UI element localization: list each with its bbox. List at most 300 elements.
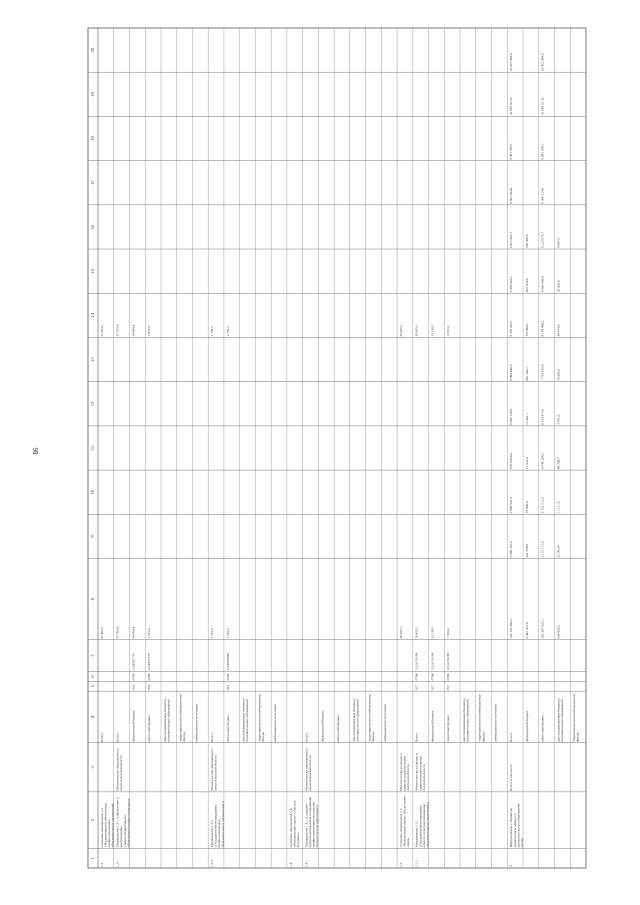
table-cell-9 xyxy=(509,541,514,557)
table-cell-4 xyxy=(116,733,120,742)
table-cell-7 xyxy=(147,653,151,671)
table-cell-5 xyxy=(430,685,434,690)
table-cell-line: науки Амурской области xyxy=(213,755,218,791)
table-cell-line: территориальные внебюджетные xyxy=(367,694,372,742)
table-cell-line: федеральный бюджет xyxy=(430,710,435,742)
table-cell-line: 5 946 762,5 xyxy=(509,541,514,558)
table-cell-line: 2 462 501,9 xyxy=(524,622,529,639)
table-cell-2 xyxy=(100,802,116,847)
table-cell-line: «Государственная поддержка xyxy=(418,805,423,848)
table-cell-4 xyxy=(352,698,360,742)
table-row xyxy=(525,28,539,868)
table-cell-line: Министерство образования и xyxy=(210,748,215,791)
table-cell-8 xyxy=(226,628,231,638)
table-cell-4 xyxy=(147,714,151,741)
table-cell-line: 1 729,3 xyxy=(225,326,230,337)
table-cell-12 xyxy=(525,413,530,425)
table-cell-1 xyxy=(289,862,293,867)
table-cell-4 xyxy=(305,733,309,742)
header-cell-12: 12 xyxy=(90,401,96,407)
table-cell-line: 13 401,1 xyxy=(524,413,529,425)
table-cell-line: Всего xyxy=(304,733,309,742)
table-cell-line: 1 729,3 xyxy=(225,628,230,639)
table-cell-line: 9 365 204,8 xyxy=(509,187,514,204)
table-row xyxy=(305,28,320,868)
table-cell-11 xyxy=(541,453,546,469)
table-cell-12 xyxy=(541,408,546,424)
table-row xyxy=(131,28,145,868)
table-cell-line: 32 962,8 xyxy=(556,545,561,558)
table-cell-line: 5 131 171,8 xyxy=(540,541,545,558)
table-cell-line: федеральный бюджет xyxy=(131,710,136,742)
table-cell-line: 121E651770 xyxy=(147,653,152,671)
table-row xyxy=(163,28,177,868)
table-cell-5 xyxy=(226,685,230,690)
table-cell-10 xyxy=(556,501,561,513)
table-cell-4 xyxy=(525,710,529,742)
table-cell-4 xyxy=(100,733,104,742)
table-row xyxy=(210,28,225,868)
table-cell-line: фонды xyxy=(575,732,580,742)
header-cell-9: 9 xyxy=(90,535,96,538)
table-cell-line: 57 493,1 xyxy=(99,626,104,639)
table-cell-4 xyxy=(430,710,434,742)
table-cell-4 xyxy=(509,733,513,742)
table-cell-2 xyxy=(509,803,524,847)
header-cell-2: 2 xyxy=(90,818,96,822)
table-cell-1 xyxy=(415,859,419,867)
table-row xyxy=(446,28,460,868)
table-cell-line: 9 412 862,7 xyxy=(509,231,514,249)
table-cell-line: 1.3.1. xyxy=(115,859,120,867)
table-cell-line: 914 xyxy=(225,685,230,691)
table-cell-line: муниципальных образований xyxy=(245,699,250,742)
table-cell-4 xyxy=(179,694,187,742)
table-cell-1 xyxy=(509,864,513,867)
table-row xyxy=(320,28,334,868)
table-cell-line: фонды xyxy=(371,732,376,742)
table-cell-line: 6 889 738,8 xyxy=(509,408,514,425)
table-cell-3 xyxy=(415,753,426,791)
table-cell-15 xyxy=(541,276,546,292)
table-cell-line: Министерство образования и xyxy=(304,748,309,791)
table-cell-line: 9 385 453,2 xyxy=(509,276,514,293)
header-cell-3: 3 xyxy=(90,766,96,769)
table-cell-4 xyxy=(462,698,470,742)
table-cell-9 xyxy=(541,541,546,557)
table-cell-line: 60 708,7 xyxy=(556,457,561,470)
table-cell-14 xyxy=(100,324,105,336)
table-cell-line: национальной политики xyxy=(402,755,407,791)
table-cell-line: консолидированные бюджеты xyxy=(241,698,246,742)
table-cell-12 xyxy=(509,408,514,424)
table-cell-line: территориальные внебюджетные xyxy=(572,694,577,742)
table-cell-line: 9 687,5 xyxy=(556,237,561,249)
table-cell-14 xyxy=(509,320,514,336)
table-cell-3 xyxy=(509,764,514,791)
table-cell-14 xyxy=(525,323,530,337)
table-cell-line: Основное мероприятие 1.5 xyxy=(398,808,403,848)
header-cell-8: 8 xyxy=(90,597,96,601)
table-cell-line: 1.5.1. xyxy=(414,859,419,867)
table-cell-20 xyxy=(509,53,514,71)
table-cell-14 xyxy=(430,324,435,336)
table-cell-14 xyxy=(210,326,215,336)
table-cell-line: 57 493,1 xyxy=(99,324,104,337)
table-cell-line: «Федеральный проект «Культурная xyxy=(402,796,407,848)
table-cell-line: 54 090,4 xyxy=(131,324,136,337)
table-cell-line: муниципальных образований xyxy=(355,699,360,742)
table-cell-line: 48 474,6 xyxy=(556,324,561,337)
table-cell-15 xyxy=(556,280,561,292)
table-cell-line: 55 763,8 xyxy=(115,324,120,337)
table-cell-line: 0704 xyxy=(430,673,435,681)
table-cell-line: Министерство культуры и xyxy=(398,753,403,791)
table-cell-line: 914 xyxy=(131,685,136,691)
table-cell-line: 917 xyxy=(430,685,435,691)
table-cell-8 xyxy=(446,628,451,638)
table-cell-9 xyxy=(556,545,561,557)
table-cell-line: 10 472 690,0 xyxy=(540,53,545,72)
table-cell-line: консолидированные бюджеты xyxy=(351,698,356,742)
table-cell-line: фонды xyxy=(260,732,265,742)
table-cell-1 xyxy=(100,862,104,867)
table-cell-6 xyxy=(226,673,230,680)
table-cell-4 xyxy=(556,698,564,742)
table-row xyxy=(116,28,131,868)
table-cell-line: Министерство образования и xyxy=(115,748,120,791)
table-cell-line: 10 188 327,0 xyxy=(540,97,545,116)
table-cell-line: областной бюджет xyxy=(225,714,230,742)
table-cell-15 xyxy=(525,278,530,292)
table-cell-8 xyxy=(509,619,514,639)
table-cell-10 xyxy=(525,501,530,513)
table-row xyxy=(257,28,271,868)
table-cell-2 xyxy=(305,796,320,847)
table-cell-5 xyxy=(131,685,135,690)
table-cell-line: Министерство культуры и xyxy=(414,753,419,791)
table-cell-line: 0704 xyxy=(147,673,152,681)
table-cell-16 xyxy=(509,232,514,248)
table-cell-line: Всего xyxy=(414,733,419,742)
table-cell-14 xyxy=(226,326,231,336)
table-cell-4 xyxy=(194,704,198,742)
table-cell-line: 6 810 475,5 xyxy=(540,408,545,425)
table-cell-line: Подпрограмма 2 «Развитие xyxy=(509,807,514,848)
table-cell-line: 54 285,3 xyxy=(556,368,561,381)
table-cell-line: дошкольного, общего и xyxy=(512,813,517,848)
table-row xyxy=(242,28,256,868)
table-cell-4 xyxy=(415,733,419,742)
table-cell-1 xyxy=(399,862,403,867)
table-cell-4 xyxy=(131,710,135,742)
table-cell-14 xyxy=(446,326,451,336)
table-row xyxy=(462,28,476,868)
table-cell-line: областной бюджет xyxy=(540,714,545,742)
table-cell-11 xyxy=(556,457,561,469)
table-row xyxy=(572,28,586,868)
table-cell-line: 1.3.2. xyxy=(210,859,215,867)
table-cell-line: 121A155190 xyxy=(430,652,435,671)
header-cell-1: 1 xyxy=(90,857,96,860)
table-cell-3 xyxy=(210,748,218,790)
table-cell-line: образовательных организаций в xyxy=(220,801,225,848)
header-cell-17: 17 xyxy=(90,180,96,186)
table-cell-line: науки Амурской области xyxy=(308,755,313,791)
table-cell-line: 104 181 960,2 xyxy=(509,619,514,639)
table-cell-line: Амурской области xyxy=(406,764,411,791)
table-cell-3 xyxy=(399,753,410,791)
table-cell-line: профессиональных xyxy=(107,819,112,848)
table-cell-5 xyxy=(415,685,419,690)
table-row xyxy=(383,28,397,868)
table-cell-6 xyxy=(430,673,434,680)
header-cell-10: 10 xyxy=(90,489,96,495)
table-cell-line: внебюджетные источники xyxy=(273,704,278,742)
table-cell-14 xyxy=(116,324,121,336)
table-cell-line: образовательных организаций, xyxy=(110,802,115,848)
table-cell-line: образовательных учреждений в xyxy=(425,801,430,848)
table-cell-line: фонды xyxy=(182,732,187,742)
table-cell-18 xyxy=(509,143,514,159)
table-cell-19 xyxy=(541,97,546,115)
header-cell-13: 13 xyxy=(90,357,96,362)
table-row xyxy=(541,28,555,868)
table-cell-line: территориальные внебюджетные xyxy=(477,694,482,742)
table-cell-2 xyxy=(399,796,410,847)
table-cell-8 xyxy=(131,626,136,638)
header-cell-18: 18 xyxy=(90,136,96,141)
table-cell-line: внебюджетные источники xyxy=(194,704,199,742)
table-cell-line: 1.4.1. xyxy=(304,859,309,867)
table-row xyxy=(430,28,444,868)
table-cell-line: консолидированные бюджеты xyxy=(162,698,167,742)
table-cell-line: 917 xyxy=(446,685,451,691)
table-cell-line: будущего» xyxy=(295,832,300,848)
table-cell-14 xyxy=(131,324,136,336)
table-cell-13 xyxy=(509,364,514,380)
table-cell-line: федеральный бюджет xyxy=(320,710,325,742)
table-cell-4 xyxy=(242,698,250,742)
table-cell-18 xyxy=(541,143,546,159)
table-cell-line: Основное мероприятие 1.3 xyxy=(99,808,104,848)
table-cell-2 xyxy=(116,797,131,847)
table-cell-4 xyxy=(572,694,580,742)
table-cell-line: 26 455,1 xyxy=(398,324,403,337)
header-cell-15: 15 xyxy=(90,268,96,274)
table-cell-line: отрасли культуры (оснащение xyxy=(421,803,426,848)
table-cell-8 xyxy=(415,626,420,638)
table-cell-line: 9 366 214,6 xyxy=(540,187,545,204)
table-cell-line: 1 673,4 xyxy=(147,628,152,639)
table-cell-line: 2. xyxy=(509,864,514,867)
table-cell-line: «Государственная поддержка xyxy=(213,805,218,848)
table-cell-4 xyxy=(320,710,324,742)
table-cell-line: Мероприятие 1.3.2 xyxy=(210,820,215,848)
table-cell-13 xyxy=(525,367,530,381)
table-cell-1 xyxy=(305,859,309,867)
table-cell-14 xyxy=(147,326,152,336)
table-cell-6 xyxy=(131,673,135,680)
table-row xyxy=(478,28,492,868)
table-cell-line: 3 701,8 xyxy=(556,414,561,425)
header-cell-11: 11 xyxy=(90,445,96,451)
table-cell-line: 0704 xyxy=(131,673,136,681)
table-cell-line: 75 900,8 xyxy=(524,501,529,514)
table-cell-line: 234 033,2 xyxy=(556,625,561,639)
table-cell-line: 8 809 446,9 xyxy=(509,364,514,381)
table-cell-line: консолидированные бюджеты xyxy=(461,698,466,742)
table-cell-line: 755 460,7 xyxy=(524,322,529,337)
table-cell-line: территориальные внебюджетные xyxy=(178,694,183,742)
table-cell-line: 9 223 971,7 xyxy=(540,231,545,249)
table-cell-line: областной бюджет xyxy=(446,714,451,742)
table-cell-line: территориальные внебюджетные xyxy=(257,694,262,742)
table-cell-line: 6 810 028,9 xyxy=(509,452,514,470)
table-cell-line: среда» xyxy=(406,837,411,848)
header-cell-6: 6 xyxy=(90,675,96,678)
table-cell-line: оборудования профессиональных xyxy=(126,798,131,848)
table-cell-line: 26 455,1 xyxy=(398,626,403,639)
table-cell-line: 10 188 327,0 xyxy=(509,97,514,116)
table-row xyxy=(147,28,161,868)
table-row xyxy=(493,28,507,868)
table-cell-5 xyxy=(147,685,151,690)
table-cell-line: распределение xyxy=(119,826,124,848)
table-cell-line: 26 455,1 xyxy=(414,626,419,639)
table-cell-16 xyxy=(525,234,530,248)
table-cell-line: «Федеральный проект «Учитель xyxy=(292,800,297,848)
table-cell-line: 1 729,3 xyxy=(210,326,215,337)
table-cell-9 xyxy=(525,544,530,558)
table-cell-8 xyxy=(116,626,121,638)
table-row xyxy=(368,28,382,868)
table-cell-line: Мероприятие 1.4.1 «Создание xyxy=(304,804,309,848)
table-cell-4 xyxy=(493,704,497,742)
header-cell-16: 16 xyxy=(90,224,96,230)
table-row xyxy=(100,28,116,868)
table-cell-line: детей» xyxy=(519,837,524,848)
table-cell-2 xyxy=(415,801,430,847)
table-cell-line: 55 763,8 xyxy=(115,626,120,639)
table-cell-8 xyxy=(525,622,530,638)
table-cell-line: Амурской области xyxy=(421,764,426,791)
table-cell-line: 121A155190 xyxy=(446,652,451,671)
table-cell-14 xyxy=(399,324,404,336)
table-cell-line: 0704 xyxy=(446,673,451,681)
table-row xyxy=(289,28,303,868)
table-cell-line: консолидированные бюджеты xyxy=(556,698,561,742)
table-cell-2 xyxy=(289,800,300,847)
table-cell-5 xyxy=(446,685,450,690)
table-cell-line: муниципальных образований xyxy=(166,699,171,742)
table-cell-20 xyxy=(541,53,546,71)
table-cell-line: 6 722 571,0 xyxy=(540,497,545,514)
table-cell-14 xyxy=(541,320,546,336)
table-cell-13 xyxy=(541,364,546,380)
table-cell-11 xyxy=(525,457,530,469)
table-cell-8 xyxy=(147,628,152,638)
table-cell-6 xyxy=(147,673,151,680)
table-cell-line: 455 764,6 xyxy=(524,278,529,293)
table-cell-line: 6 749 308,2 xyxy=(540,452,545,470)
table-cell-line: 11 171,8 xyxy=(556,501,561,514)
table-cell-17 xyxy=(509,187,514,203)
table-cell-4 xyxy=(446,714,450,741)
table-cell-line: «Модернизация и обеспечение xyxy=(103,802,108,848)
table-cell-line: 914 xyxy=(147,685,152,691)
table-cell-line: Всего, в том числе xyxy=(509,764,514,791)
table-cell-7 xyxy=(446,652,450,670)
table-cell-line: 9 292 423,1 xyxy=(509,320,514,337)
table-cell-line: педагогических работников и xyxy=(315,804,320,848)
table-cell-4 xyxy=(163,698,171,742)
table-cell-4 xyxy=(257,694,265,742)
table-cell-14 xyxy=(556,324,561,336)
header-cell-20: 20 xyxy=(90,47,96,53)
table-cell-line: 1 316,4 xyxy=(446,326,451,337)
table-cell-4 xyxy=(226,714,230,741)
table-cell-4 xyxy=(541,714,545,741)
table-cell-3 xyxy=(116,748,124,790)
table-row xyxy=(273,28,287,868)
table-cell-line: 121A155190 xyxy=(414,652,419,671)
table-cell-line: Мероприятие 1.5.1 xyxy=(414,820,419,848)
table-cell-7 xyxy=(226,653,230,671)
table-cell-line: 121E651770 xyxy=(131,653,136,671)
table-cell-line: национальной политики xyxy=(418,755,423,791)
table-cell-6 xyxy=(415,673,419,680)
table-cell-10 xyxy=(509,497,514,513)
table-cell-8 xyxy=(430,626,435,638)
table-cell-line: Всего xyxy=(99,733,104,742)
table-cell-line: 8 178 488,1 xyxy=(540,320,545,337)
table-row xyxy=(226,28,240,868)
table-cell-line: 188 836,6 xyxy=(524,234,529,249)
table-row xyxy=(336,28,350,868)
table-cell-line: центров непрерывного повышения xyxy=(308,796,313,848)
table-cell-7 xyxy=(430,652,434,670)
table-cell-1 xyxy=(116,859,120,867)
table-cell-3 xyxy=(305,748,313,790)
table-cell-line: 917 xyxy=(414,685,419,691)
header-cell-5: 5 xyxy=(90,685,96,688)
table-row xyxy=(194,28,208,868)
table-cell-8 xyxy=(100,626,105,638)
table-row xyxy=(179,28,193,868)
table-cell-line: 39 020,6 xyxy=(556,280,561,293)
table-cell-line: Основное мероприятие 1.4 xyxy=(288,808,293,848)
table-cell-8 xyxy=(210,628,215,638)
table-cell-line: 1.4. xyxy=(288,861,293,867)
table-cell-line: 9 891 378,7 xyxy=(540,143,545,160)
table-cell-line: 0704 xyxy=(414,673,419,681)
table-row xyxy=(415,28,430,868)
table-cell-line: 1 673,4 xyxy=(147,326,152,337)
table-cell-line: фонды xyxy=(481,732,486,742)
table-cell-11 xyxy=(509,453,514,469)
header-cell-4: 4 xyxy=(90,715,96,719)
table-cell-line: дополнительного образования xyxy=(516,803,521,848)
table-row xyxy=(399,28,413,868)
header-cell-7: 7 xyxy=(90,654,96,657)
table-cell-line: муниципальных образований xyxy=(465,699,470,742)
table-cell-line: Всего xyxy=(115,733,120,742)
table-cell-4 xyxy=(368,694,376,742)
table-cell-line: науки Амурской области xyxy=(119,755,124,791)
table-cell-line: профессионального мастерства xyxy=(311,802,316,848)
table-cell-line: 1 729,3 xyxy=(210,628,215,639)
